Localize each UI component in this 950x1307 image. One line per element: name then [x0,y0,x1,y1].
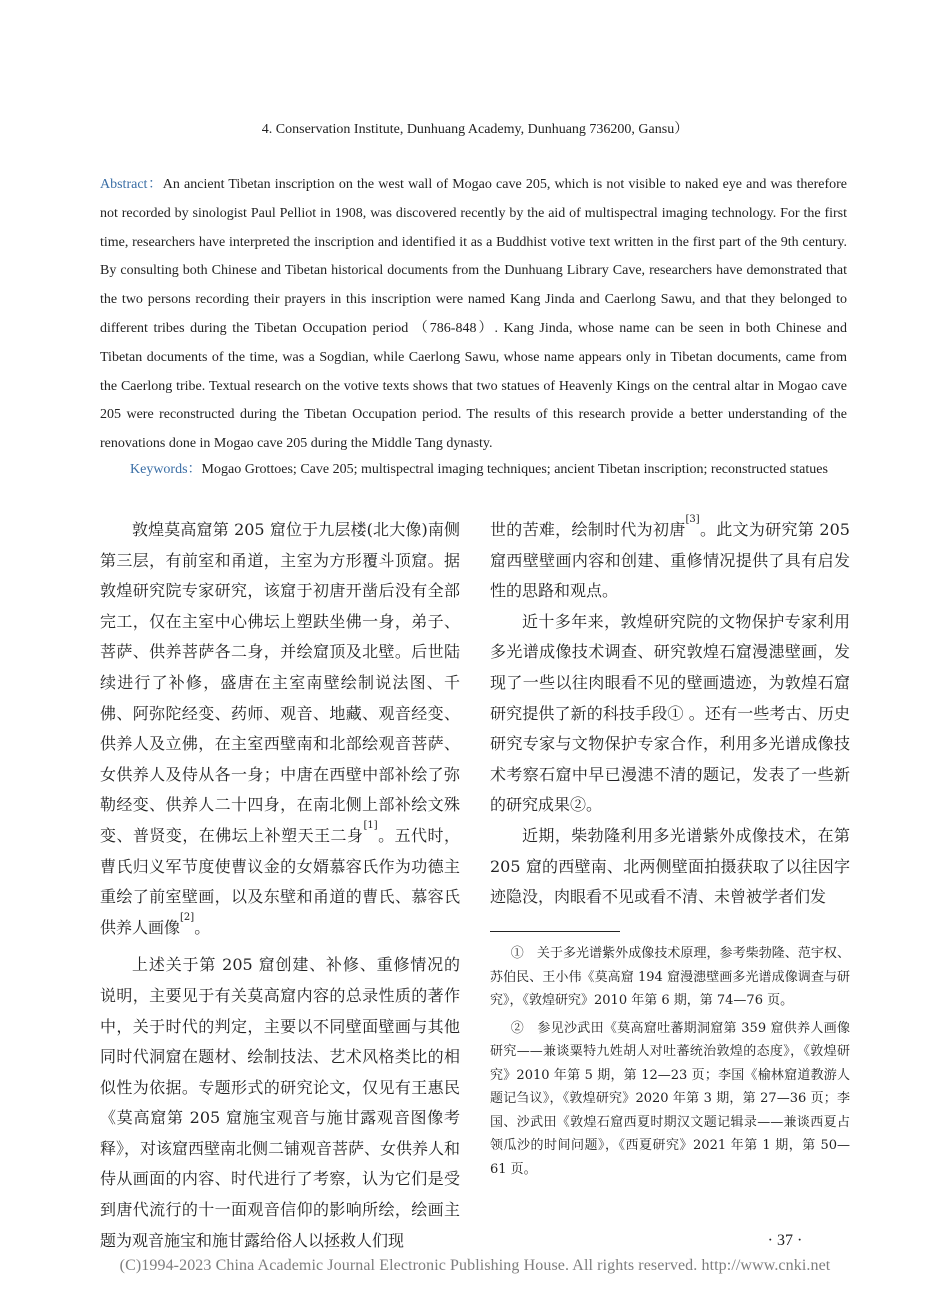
footnote-2: ② 参见沙武田《莫高窟吐蕃期洞窟第 359 窟供养人画像研究——兼谈粟特九姓胡人对吐蕃统治敦煌的态度》，《敦煌研究》2010 年第 5 期，第 12—23 页；李国《榆林窟道教游人题记刍议》，《敦煌研究》2020 年第 3 期，第 27—36 页；李国、沙武田《敦煌石窟西夏时期汉文题记辑录——兼谈西夏占领瓜沙的时间问题》，《西夏研究》2021 年第 1 期，第 50—61 页。 [490,1020,850,1177]
keywords-text: Mogao Grottoes; Cave 205; multispectral imaging techniques; ancient Tibetan inscription; reconstructed statues [201,462,828,477]
paragraph: 近十多年来，敦煌研究院的文物保护专家利用多光谱成像技术调查、研究敦煌石窟漫漶壁画，发现了一些以往肉眼看不见的壁画遗迹，为敦煌石窟研究提供了新的科技手段① 。还有一些考古、历史研究专家与文物保护专家合作，利用多光谱成像技术考察石窟中早已漫漶不清的题记，发表了一些新的研究成果②。 [490,611,850,815]
abstract-text: An ancient Tibetan inscription on the west wall of Mogao cave 205, which is not visible to naked eye and was therefore not recorded by sinologist Paul Pelliot in 1908, was discovered recently by the aid of multispectral imaging technology. For the first time, researchers have interpreted the inscription and identified it as a Buddhist votive text written in the first part of the 9th century. By consulting both Chinese and Tibetan historical documents from the Dunhuang Library Cave, researchers have demonstrated that the two persons recording their prayers in this inscription were named Kang Jinda and Caerlong Sawu, and that they belonged to different tribes during the Tibetan Occupation period （786-848）. Kang Jinda, whose name can be seen in both Chinese and Tibetan documents of the time, was a Sogdian, while Caerlong Sawu, whose name appears only in Tibetan documents, came from the Caerlong tribe. Textual research on the votive texts shows that two statues of Heavenly Kings on the central altar in Mogao cave 205 were reconstructed during the Tibetan Occupation period. The results of this research provide a better understanding of the renovations done in Mogao cave 205 during the Middle Tang dynasty. [100,177,847,452]
paragraph: 近期，柴勃隆利用多光谱紫外成像技术，在第 205 窟的西壁南、北两侧壁面拍摄获取了以往因字迹隐没，肉眼看不见或看不清、未曾被学者们发 [490,825,850,907]
paragraph-text: 。 [194,917,211,937]
abstract [100,171,847,459]
footnotes [490,942,850,1185]
keywords [130,459,850,481]
citation-ref[interactable]: [3] [685,514,700,525]
paragraph [100,515,460,943]
paragraph [490,515,850,607]
paragraph: 上述关于第 205 窟创建、补修、重修情况的说明，主要见于有关莫高窟内容的总录性质的著作中，关于时代的判定，主要以不同壁面壁画与其他同时代洞窟在题材、绘制技法、艺术风格类比的相似性为依据。专题形式的研究论文，仅见有王惠民《莫高窟第 205 窟施宝观音与施甘露观音图像考释》，对该窟西壁南北侧二铺观音菩萨、女供养人和侍从画面的内容、时代进行了考察，认为它们是受到唐代流行的十一面观音信仰的影响所绘，绘画主题为观音施宝和施甘露给俗人以拯救人们现 [100,955,461,1250]
abstract-label: Abstract： [100,177,163,192]
footnote-divider [490,931,620,932]
copyright-notice: (C)1994-2023 China Academic Journal Electronic Publishing House. All rights reserved. http://www.cnki.net [119,1257,831,1274]
page-number: · 37 · [767,1232,803,1249]
citation-ref[interactable]: [1] [363,819,378,831]
keywords-label: Keywords： [130,462,202,477]
paragraph-text: 。五代时，曹氏归义军节度使曹议金的女婿慕容氏作为功德主重绘了前室壁画，以及东壁和甬道的曹氏、慕容氏供养人画像 [100,825,460,937]
footnote-1: ① 关于多光谱紫外成像技术原理，参考柴勃隆、范宇权、苏伯民、王小伟《莫高窟 194 窟漫漶壁画多光谱成像调查与研究》，《敦煌研究》2010 年第 6 期，第 74—76 页。 [490,946,850,1008]
left-column [100,515,460,1256]
right-column [490,515,850,913]
paragraph-text: 。此文为研究第 205 窟西壁壁画内容和创建、重修情况提供了具有启发性的思路和观点。 [490,520,850,601]
author-affiliation: 4. Conservation Institute, Dunhuang Academy, Dunhuang 736200, Gansu） [261,122,689,137]
paragraph-text: 敦煌莫高窟第 205 窟位于九层楼(北大像)南侧第三层，有前室和甬道，主室为方形覆斗顶窟。据敦煌研究院专家研究，该窟于初唐开凿后没有全部完工，仅在主室中心佛坛上塑趺坐佛一身，弟子、菩萨、供养菩萨各二身，并绘窟顶及北壁。后世陆续进行了补修，盛唐在主室南壁绘制说法图、千佛、阿弥陀经变、药师、观音、地藏、观音经变、供养人及立佛，在主室西壁南和北部绘观音菩萨、女供养人及侍从各一身；中唐在西壁中部补绘了弥勒经变、供养人二十四身，在南北侧上部补绘文殊变、普贤变，在佛坛上补塑天王二身 [100,520,460,845]
paragraph-text: 世的苦难，绘制时代为初唐 [490,520,686,539]
citation-ref[interactable]: [2] [180,911,195,923]
